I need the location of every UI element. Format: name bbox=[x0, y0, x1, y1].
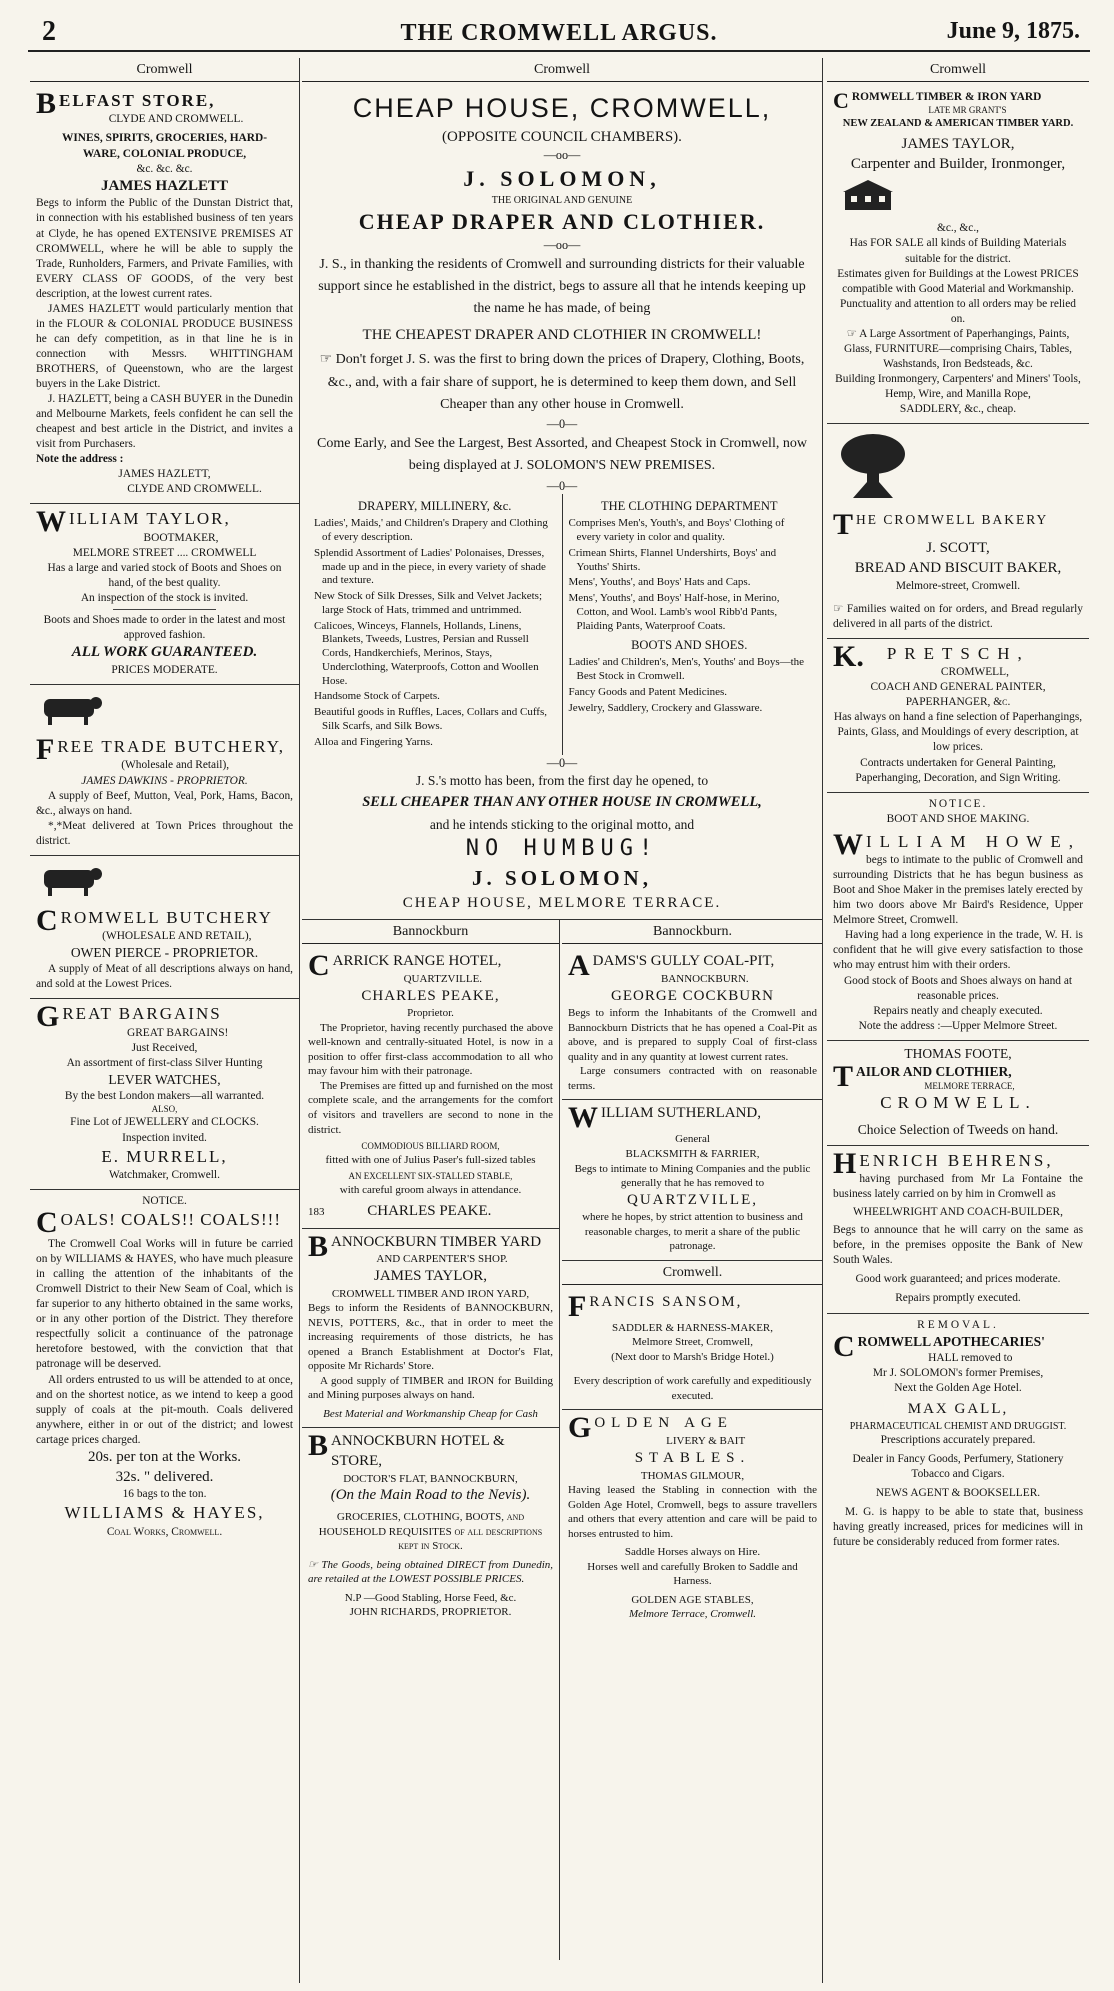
ad-paragraph: An inspection of the stock is invited. bbox=[80, 591, 249, 604]
ad-line: Just Received, bbox=[131, 1041, 198, 1054]
section-header: Cromwell. bbox=[562, 1261, 823, 1285]
column-header: Cromwell bbox=[302, 58, 822, 82]
ad-carrick-range-hotel bbox=[302, 948, 559, 1228]
ad-name: JAMES TAYLOR, bbox=[901, 135, 1015, 152]
ad-subtitle: SADDLER & HARNESS-MAKER, bbox=[611, 1321, 774, 1334]
ad-free-trade-butchery bbox=[30, 685, 299, 856]
dept-heading: BOOTS AND SHOES. bbox=[631, 638, 748, 653]
ad-address: CLYDE AND CROMWELL. bbox=[127, 483, 262, 496]
ad-line: Saddle Horses always on Hire. bbox=[624, 1546, 761, 1559]
drop-cap: W bbox=[568, 1101, 598, 1135]
ad-role: Proprietor. bbox=[407, 1007, 454, 1020]
motto-line: J. S.'s motto has been, from the first day he opened, to bbox=[415, 773, 709, 788]
ad-name: J. SCOTT, bbox=[926, 540, 990, 557]
ad-title: DAMS'S GULLY COAL-PIT, bbox=[592, 953, 775, 970]
ad-signature: JOHN RICHARDS, PROPRIETOR. bbox=[349, 1606, 512, 1619]
drop-cap: G bbox=[568, 1411, 592, 1445]
dept-item: Mens', Youths', and Boys' Half-hose, in Merino, Cotton, and Wool. Lamb's wool Ribb'd Pants, Plaiding Pants, Waterproof Coats. bbox=[568, 592, 780, 632]
section-header: Bannockburn. bbox=[562, 920, 823, 944]
ad-paragraph: Punctuality and attention to all orders may be relied on. bbox=[840, 297, 1076, 325]
ad-bannockburn-timber-yard bbox=[302, 1229, 559, 1429]
ad-address: CHEAP HOUSE, MELMORE TERRACE. bbox=[402, 894, 722, 911]
ad-subtitle: STABLES. bbox=[634, 1449, 751, 1466]
dept-item: Jewelry, Saddlery, Crockery and Glassware. bbox=[568, 701, 763, 714]
removal-heading: REMOVAL. bbox=[917, 1318, 999, 1331]
ad-line: Mr J. SOLOMON's former Premises, bbox=[872, 1366, 1044, 1379]
ad-street: Melmore-street, Cromwell. bbox=[895, 579, 1021, 592]
ad-line: LEVER WATCHES, bbox=[108, 1071, 221, 1087]
ad-paragraph: A supply of Meat of all descriptions always on hand, and sold at the Lowest Prices. bbox=[36, 963, 293, 991]
ad-road: (On the Main Road to the Nevis). bbox=[330, 1487, 531, 1504]
column-middle bbox=[302, 58, 823, 1983]
ad-signature: CHARLES PEAKE. bbox=[367, 1202, 492, 1219]
ad-town: CROMWELL. bbox=[880, 1093, 1036, 1113]
ad-title: ILLIAM HOWE, bbox=[866, 831, 1081, 851]
ad-title: ELFAST STORE, bbox=[59, 91, 216, 110]
ad-golden-age-stables bbox=[562, 1410, 823, 1627]
ad-prices: PRICES MODERATE. bbox=[111, 663, 218, 676]
column-header: Cromwell bbox=[30, 58, 299, 82]
ad-pretsch bbox=[827, 639, 1089, 793]
ad-paragraph: Good work guaranteed; and prices moderate. bbox=[855, 1273, 1061, 1286]
drop-cap: A bbox=[568, 949, 590, 983]
bannockburn-left bbox=[302, 920, 560, 1960]
page-number: 2 bbox=[42, 16, 56, 47]
motto-line: and he intends sticking to the original motto, and bbox=[429, 817, 695, 833]
ad-paragraph: JAMES HAZLETT would particularly mention that in the FLOUR & COLONIAL PRODUCE BUSINESS he can defy competition, as in that line he is in connection with Messrs. WHITTINGHAM BROTHERS, of Queenstown, who are the largest buyers in the Lake District. bbox=[36, 302, 293, 390]
house-illustration-icon bbox=[833, 178, 903, 212]
dept-item: Mens', Youths', and Boys' Hats and Caps. bbox=[568, 576, 751, 589]
ad-subtitle: DOCTOR'S FLAT, BANNOCKBURN, bbox=[343, 1472, 518, 1485]
dept-items bbox=[569, 656, 811, 715]
ad-paragraph: The Cromwell Coal Works will in future be carried on by WILLIAMS & HAYES, who have much pleasure in calling the attention of the inhabitants of the Cromwell District to their New Seam of Coal, which is far superior to any hitherto obtained in the same works, or in any other portion of the District. They therefore respectfully solicit a continuance of the patronage heretofore bestowed, with the conviction that that patronage will be deserved. bbox=[36, 1238, 293, 1371]
ad-line: Next the Golden Age Hotel. bbox=[894, 1381, 1022, 1394]
ad-coals bbox=[30, 1190, 299, 1546]
ad-line: AN EXCELLENT SIX-STALLED STABLE, bbox=[348, 1171, 513, 1182]
solomon-departments bbox=[308, 494, 816, 755]
dept-items bbox=[569, 517, 811, 633]
ad-line: An assortment of first-class Silver Hunting bbox=[66, 1056, 263, 1069]
ad-address: JAMES HAZLETT, bbox=[118, 468, 211, 481]
ad-line: WINES, SPIRITS, GROCERIES, HARD- bbox=[61, 132, 268, 145]
ad-line: COMMODIOUS BILLIARD ROOM, bbox=[361, 1141, 500, 1152]
ad-signature: GOLDEN AGE STABLES, bbox=[631, 1593, 754, 1606]
ad-bannockburn-hotel bbox=[302, 1428, 559, 1626]
drop-cap: H bbox=[833, 1146, 857, 1180]
newspaper-title: THE CROMWELL ARGUS. bbox=[400, 20, 718, 46]
ox-illustration-icon bbox=[36, 693, 106, 727]
ad-paragraph: Begs to intimate to Mining Companies and the public generally that he has removed to bbox=[574, 1162, 811, 1190]
ad-heading: CHEAP DRAPER AND CLOTHIER. bbox=[358, 209, 766, 235]
ad-title: PRETSCH, bbox=[886, 643, 1030, 663]
ad-paragraph: Has always on hand a fine selection of Paperhangings, Paints, Glass, and Mouldings of every description, at low prices. bbox=[833, 711, 1083, 754]
ad-trade: WHEELWRIGHT AND COACH-BUILDER, bbox=[853, 1206, 1063, 1219]
drop-cap: F bbox=[568, 1289, 587, 1323]
ad-name: THOMAS FOOTE, bbox=[904, 1045, 1012, 1061]
ad-title: AILOR AND CLOTHIER, bbox=[856, 1063, 1012, 1079]
ad-title: ENRICH BEHRENS, bbox=[859, 1150, 1054, 1170]
ad-name: MAX GALL, bbox=[907, 1400, 1009, 1417]
ad-cromwell-butchery bbox=[30, 856, 299, 999]
motto-banner: NO HUMBUG! bbox=[465, 836, 659, 862]
ad-title: REE TRADE BUTCHERY, bbox=[57, 737, 286, 757]
ad-belfast-store bbox=[30, 86, 299, 504]
ad-paragraph: Having leased the Stabling in connection with the Golden Age Hotel, Cromwell, begs to assure travellers and others that every attention and care will be paid to horses entrusted to him. bbox=[568, 1484, 817, 1540]
ad-title: ILLIAM SUTHERLAND, bbox=[601, 1105, 761, 1122]
ad-title: OLDEN AGE bbox=[594, 1415, 733, 1432]
separator: —oo— bbox=[543, 238, 581, 253]
ad-paragraph: All orders entrusted to us will be attended to at once, and on the shortest notice, as we intend to keep a good supply of coals at the pit-mouth. Coals delivered anywhere, either in or out of the district; and lowest cartage prices charged. bbox=[36, 1373, 293, 1446]
ad-title: ANNOCKBURN TIMBER YARD bbox=[331, 1233, 542, 1250]
ad-subtitle: BANNOCKBURN. bbox=[660, 973, 749, 986]
drop-cap: W bbox=[833, 827, 863, 861]
drop-cap: C bbox=[308, 949, 330, 983]
ad-paragraph: Choice Selection of Tweeds on hand. bbox=[857, 1121, 1059, 1137]
ad-paragraph: Begs to inform the Public of the Dunstan District that, in connection with his established business of ten years at Clyde, he has opened EXTENSIVE PREMISES AT CROMWELL, where he will be able to supply the Trade, Runholders, Farmers, and Private Families, with EVERY CLASS OF GOODS, of the very best description, at the lowest current rates. bbox=[36, 197, 293, 300]
ad-subtitle: (OPPOSITE COUNCIL CHAMBERS). bbox=[442, 128, 682, 145]
ad-trade: Carpenter and Builder, Ironmonger, bbox=[850, 155, 1066, 172]
drop-cap: G bbox=[36, 1000, 60, 1034]
ad-proprietor: JAMES DAWKINS - PROPRIETOR. bbox=[81, 774, 248, 787]
ad-banner: THE CHEAPEST DRAPER AND CLOTHIER IN CROMWELL! bbox=[362, 326, 762, 343]
ad-line: Prescriptions accurately prepared. bbox=[880, 1433, 1036, 1446]
ad-paragraph: Come Early, and See the Largest, Best Assorted, and Cheapest Stock in Cromwell, now being displayed at J. SOLOMON'S NEW PREMISES. bbox=[317, 436, 807, 474]
ad-paragraph: Building Ironmongery, Carpenters' and Miners' Tools, Hemp, Wire, and Manilla Rope, bbox=[835, 372, 1081, 400]
ad-paragraph: Begs to inform the Residents of BANNOCKBURN, NEVIS, POTTERS, &c., that in order to meet the increasing requirements of those districts, he has opened a Branch Establishment at Doctor's Flat, opposite Mr Richards' Store. bbox=[308, 1302, 553, 1373]
ad-works: Coal Works, Cromwell. bbox=[106, 1525, 223, 1538]
clothing-department bbox=[563, 494, 817, 755]
ad-line: LATE MR GRANT'S bbox=[928, 105, 1007, 116]
ad-name: GEORGE COCKBURN bbox=[611, 987, 774, 1004]
ad-line: with careful groom always in attendance. bbox=[339, 1184, 522, 1197]
ad-name: E. MURRELL, bbox=[101, 1146, 228, 1166]
ad-note: Note the address : bbox=[36, 453, 124, 466]
ad-next: (Next door to Marsh's Bridge Hotel.) bbox=[611, 1350, 774, 1363]
ad-paragraph: J. HAZLETT, being a CASH BUYER in the Dunedin and Melbourne Markets, feels confident he can sell the cheapest and best article in the District, and invites a visit from Purchasers. bbox=[36, 393, 293, 451]
masthead bbox=[28, 12, 1090, 52]
drop-cap: C bbox=[833, 1329, 855, 1363]
ad-price: 20s. per ton at the Works. bbox=[87, 1448, 242, 1465]
ox-illustration-icon bbox=[36, 864, 106, 898]
ad-trade: PHARMACEUTICAL CHEMIST AND DRUGGIST. bbox=[849, 1420, 1067, 1432]
ad-cromwell-bakery bbox=[827, 424, 1089, 639]
ad-line: &c., &c., bbox=[936, 222, 980, 235]
ad-paragraph: Repairs promptly executed. bbox=[895, 1292, 1021, 1305]
ad-william-taylor bbox=[30, 504, 299, 685]
bannockburn-right bbox=[562, 920, 823, 1960]
ad-subtitle: GREAT BARGAINS! bbox=[126, 1026, 229, 1039]
ad-paragraph: The Premises are fitted up and furnished on the most complete scale, and the arrangements for the comfort of visitors and travellers are second to none in the district. bbox=[308, 1079, 553, 1136]
dept-item: Fancy Goods and Patent Medicines. bbox=[568, 685, 728, 698]
ad-subtitle: CLYDE AND CROMWELL. bbox=[108, 113, 244, 126]
drapery-department bbox=[308, 494, 563, 755]
ad-title: ARRICK RANGE HOTEL, bbox=[332, 953, 502, 970]
ad-subtitle: MELMORE TERRACE, bbox=[924, 1080, 1015, 1091]
ad-trade: PAPERHANGER, &c. bbox=[905, 696, 1011, 709]
ad-subtitle: LIVERY & BAIT bbox=[666, 1435, 746, 1448]
ad-paragraph: Contracts undertaken for General Painting, Paperhanging, Decoration, and Sign Writing. bbox=[855, 756, 1061, 784]
ad-paragraph: GROCERIES, CLOTHING, BOOTS, and HOUSEHOLD REQUISITES of all descriptions kept in Stock. bbox=[318, 1511, 543, 1553]
ad-place: QUARTZVILLE, bbox=[627, 1191, 758, 1208]
ad-paragraph: Large consumers contracted with on reasonable terms. bbox=[568, 1065, 817, 1092]
ad-paragraph: *,*Meat delivered at Town Prices throughout the district. bbox=[36, 819, 293, 847]
ad-paragraph: M. G. is happy to be able to state that, business having greatly increased, prices for medicines will in future be considerably reduced from former rates. bbox=[833, 1505, 1083, 1549]
ad-signature: WILLIAMS & HAYES, bbox=[64, 1503, 265, 1523]
ad-line: Inspection invited. bbox=[122, 1131, 207, 1144]
ad-name: J. SOLOMON, bbox=[463, 165, 661, 191]
notice-subheading: BOOT AND SHOE MAKING. bbox=[886, 812, 1030, 825]
dept-items bbox=[314, 517, 556, 749]
ad-paragraph: Every description of work carefully and expeditiously executed. bbox=[573, 1375, 812, 1402]
wheatsheaf-illustration-icon bbox=[833, 432, 913, 502]
ad-william-sutherland bbox=[562, 1100, 823, 1260]
ad-line: NEWS AGENT & BOOKSELLER. bbox=[875, 1486, 1041, 1499]
ad-subtitle: QUARTZVILLE. bbox=[403, 973, 483, 986]
drop-cap: C bbox=[36, 1206, 58, 1240]
ad-line: Fine Lot of JEWELLERY and CLOCKS. bbox=[70, 1116, 259, 1129]
dept-item: Calicoes, Winceys, Flannels, Hollands, Linens, Blankets, Tweeds, Lustres, Persian and Russell Cords, Handkerchiefs, Merinos, Stays, Underclothing, Waterproofs, Cotton and Woollen Hose. bbox=[314, 619, 539, 687]
ad-paragraph: Repairs neatly and cheaply executed. bbox=[873, 1004, 1043, 1017]
ad-address: Melmore Terrace, Cromwell. bbox=[628, 1608, 757, 1621]
ad-name: JAMES TAYLOR, bbox=[374, 1267, 487, 1284]
ad-proprietor: OWEN PIERCE - PROPRIETOR. bbox=[70, 945, 259, 961]
middle-lower-section bbox=[302, 920, 822, 1960]
drop-cap: B bbox=[36, 87, 57, 120]
ad-title: ROMWELL TIMBER & IRON YARD bbox=[851, 91, 1042, 103]
dept-item: Crimean Shirts, Flannel Undershirts, Boys' and Youths' Shirts. bbox=[568, 546, 777, 573]
ad-paragraph: ☞ A Large Assortment of Paperhangings, Paints, Glass, FURNITURE—comprising Chairs, Tables, Washstands, Iron Bedsteads, &c. bbox=[843, 327, 1073, 370]
ad-title: ROMWELL APOTHECARIES' bbox=[857, 1333, 1045, 1349]
dept-item: Ladies', Maids,' and Children's Drapery and Clothing of every description. bbox=[314, 517, 548, 544]
ad-apothecaries-hall bbox=[827, 1314, 1089, 1557]
ad-paragraph: A good supply of TIMBER and IRON for Building and Mining purposes always on hand. bbox=[308, 1374, 553, 1402]
ad-title: REAT BARGAINS bbox=[62, 1004, 222, 1024]
ad-trade: BLACKSMITH & FARRIER, bbox=[625, 1148, 760, 1160]
ad-thomas-foote bbox=[827, 1041, 1089, 1146]
column-left bbox=[30, 58, 300, 1983]
ad-name: CHARLES PEAKE, bbox=[361, 987, 500, 1004]
ad-paragraph: Has a large and varied stock of Boots and Shoes on hand, of the best quality. bbox=[47, 561, 282, 589]
ad-price: 32s. " delivered. bbox=[115, 1468, 214, 1485]
drop-cap: F bbox=[36, 733, 55, 767]
ad-adams-gully bbox=[562, 948, 823, 1100]
drop-cap: C bbox=[833, 88, 849, 113]
ad-line: &c. &c. &c. bbox=[136, 162, 193, 175]
ad-trade: BREAD AND BISCUIT BAKER, bbox=[854, 559, 1062, 576]
ad-trade: Watchmaker, Cromwell. bbox=[109, 1169, 220, 1182]
ad-subtitle: AND CARPENTER'S SHOP. bbox=[376, 1253, 508, 1266]
ad-william-howe bbox=[827, 793, 1089, 1041]
ad-cheap-house-solomon bbox=[302, 86, 822, 920]
ad-paragraph: ☞ Families waited on for orders, and Bread regularly delivered in all parts of the district. bbox=[833, 602, 1083, 630]
notice-heading: NOTICE. bbox=[928, 797, 988, 810]
column-right bbox=[827, 58, 1089, 1983]
ad-line: SADDLERY, &c., cheap. bbox=[899, 402, 1017, 415]
ad-paragraph: where he hopes, by strict attention to business and reasonable charges, to merit a share of the public patronage. bbox=[582, 1211, 803, 1253]
ad-paragraph: Begs to inform the Inhabitants of the Cromwell and Bannockburn Districts that he has opened a Coal-Pit as above, and is prepared to supply Coal of first-class quality and in any quantity at lowest current rates. bbox=[568, 1007, 817, 1063]
ad-street: Melmore Street, Cromwell, bbox=[632, 1336, 753, 1349]
ad-paragraph: Begs to announce that he will carry on the same as before, in the premises opposite the Bank of New South Wales. bbox=[833, 1224, 1083, 1267]
ad-paragraph: Estimates given for Buildings at the Lowest PRICES compatible with Good Material and Workmanship. bbox=[837, 267, 1079, 295]
ad-title: OALS! COALS!! COALS!!! bbox=[60, 1210, 281, 1230]
dept-item: Handsome Stock of Carpets. bbox=[314, 690, 440, 703]
ad-line: fitted with one of Julius Paser's full-sized tables bbox=[325, 1153, 536, 1166]
ad-paragraph: Note the address :—Upper Melmore Street. bbox=[858, 1019, 1058, 1032]
dept-heading: THE CLOTHING DEPARTMENT bbox=[600, 499, 778, 514]
ad-title: ILLIAM TAYLOR, bbox=[69, 509, 231, 529]
drop-cap: B bbox=[308, 1229, 329, 1263]
ad-subtitle: (WHOLESALE AND RETAIL), bbox=[102, 930, 252, 943]
dept-item: Alloa and Fingering Yarns. bbox=[314, 735, 433, 748]
ad-title: ANNOCKBURN HOTEL & STORE, bbox=[331, 1433, 505, 1470]
ad-cromwell-timber-yard bbox=[827, 86, 1089, 424]
ad-title: ROMWELL BUTCHERY bbox=[60, 907, 273, 927]
ad-line: HALL removed to bbox=[928, 1351, 1013, 1364]
ad-line: WARE, COLONIAL PRODUCE, bbox=[82, 147, 247, 160]
separator: —0— bbox=[546, 417, 578, 432]
dept-item: Beautiful goods in Ruffles, Laces, Collars and Cuffs, Silk Scarfs, and Silk Bows. bbox=[314, 706, 548, 732]
dept-item: New Stock of Silk Dresses, Silk and Velvet Jackets; large Stock of Hats, trimmed and untrimmed. bbox=[314, 590, 543, 616]
ad-paragraph: Good stock of Boots and Shoes always on hand at reasonable prices. bbox=[843, 974, 1073, 1002]
drop-cap: T bbox=[833, 1059, 854, 1093]
ad-nb: N.P —Good Stabling, Horse Feed, &c. bbox=[344, 1591, 517, 1604]
ad-paragraph: ☞ Don't forget J. S. was the first to bring down the prices of Drapery, Clothing, Boots, &c., and, with a fair share of support, he is determined to keep them down, and Sell Cheaper than any other house in Cromwell. bbox=[319, 352, 805, 413]
ad-paragraph: A supply of Beef, Mutton, Veal, Pork, Hams, Bacon, &c., always on hand. bbox=[36, 789, 293, 817]
ad-paragraph: begs to intimate to the public of Cromwell and surrounding Districts that he has begun business as Boot and Shoe Maker in the premises lately erected by him two doors above Mr Baird's Residence, Upper Melmore Street, Cromwell. bbox=[833, 854, 1083, 927]
ad-name: THOMAS GILMOUR, bbox=[640, 1469, 745, 1482]
separator: —0— bbox=[546, 756, 578, 771]
ad-paragraph: Having had a long experience in the trade, W. H. is confident that he will give every satisfaction to those who may entrust him with their orders. bbox=[833, 929, 1083, 972]
ad-line: NEW ZEALAND & AMERICAN TIMBER YARD. bbox=[842, 117, 1074, 129]
ad-motto: Best Material and Workmanship Cheap for Cash bbox=[323, 1407, 538, 1420]
ad-paragraph: J. S., in thanking the residents of Cromwell and surrounding districts for their valuable support since he established in the district, begs to assure all that he intends keeping up the name he has made, of being bbox=[318, 256, 806, 317]
ad-paragraph: Has FOR SALE all kinds of Building Materials suitable for the district. bbox=[849, 237, 1067, 265]
separator: —0— bbox=[546, 478, 578, 493]
drop-cap: K. bbox=[833, 639, 864, 673]
ad-subtitle: General bbox=[675, 1133, 710, 1146]
ad-paragraph: having purchased from Mr La Fontaine the business lately carried on by him in Cromwell as bbox=[833, 1173, 1083, 1201]
motto-line: SELL CHEAPER THAN ANY OTHER HOUSE IN CROMWELL, bbox=[362, 794, 762, 811]
section-header: Bannockburn bbox=[302, 920, 559, 944]
ad-address: CROMWELL TIMBER AND IRON YARD, bbox=[331, 1287, 530, 1300]
drop-cap: C bbox=[36, 903, 58, 937]
ad-title: RANCIS SANSOM, bbox=[589, 1293, 743, 1310]
dept-item: Comprises Men's, Youth's, and Boys' Clothing of every variety in color and quality. bbox=[568, 517, 785, 544]
issue-date: June 9, 1875. bbox=[946, 18, 1080, 44]
ad-number: 183 bbox=[308, 1205, 325, 1218]
ad-paragraph: ☞ The Goods, being obtained DIRECT from Dunedin, are retailed at the LOWEST POSSIBLE PRICES. bbox=[308, 1558, 553, 1586]
drop-cap: T bbox=[833, 508, 854, 542]
notice-heading: NOTICE. bbox=[142, 1195, 187, 1208]
ad-paragraph: The Proprietor, having recently purchased the above well-known and centrally-situated Hotel, is now in a position to offer first-class accommodation to all who may favour him with their patronage. bbox=[308, 1021, 553, 1078]
dept-item: Ladies' and Children's, Men's, Youths' and Boys—the Best Stock in Cromwell. bbox=[568, 656, 805, 683]
ad-line: Dealer in Fancy Goods, Perfumery, Stationery Tobacco and Cigars. bbox=[852, 1452, 1064, 1480]
dept-heading: DRAPERY, MILLINERY, &c. bbox=[358, 499, 512, 514]
column-header: Cromwell bbox=[827, 58, 1089, 82]
ad-great-bargains bbox=[30, 999, 299, 1190]
ad-henrich-behrens bbox=[827, 1146, 1089, 1314]
ad-line: ALSO, bbox=[151, 1103, 178, 1114]
ad-name: JAMES HAZLETT bbox=[100, 177, 229, 194]
ad-street: MELMORE STREET .... CROMWELL bbox=[72, 546, 257, 559]
drop-cap: B bbox=[308, 1429, 329, 1463]
drop-cap: W bbox=[36, 505, 66, 539]
ad-title: CHEAP HOUSE, CROMWELL, bbox=[352, 93, 772, 123]
ad-line: Horses well and carefully Broken to Saddle and Harness. bbox=[587, 1560, 798, 1588]
ad-subtitle: (Wholesale and Retail), bbox=[121, 759, 230, 772]
ad-line: By the best London makers—all warranted. bbox=[64, 1089, 265, 1102]
ad-price: 16 bags to the ton. bbox=[122, 1488, 207, 1501]
ad-town: CROMWELL, bbox=[940, 666, 1009, 679]
ad-line: THE ORIGINAL AND GENUINE bbox=[491, 194, 633, 206]
ad-signature: J. SOLOMON, bbox=[472, 866, 652, 891]
ad-title: HE CROMWELL BAKERY bbox=[856, 512, 1049, 528]
dept-item: Splendid Assortment of Ladies' Polonaises, Dresses, made up and in the piece, in every variety of shade and texture. bbox=[314, 546, 546, 587]
ad-paragraph: Boots and Shoes made to order in the latest and most approved fashion. bbox=[43, 614, 286, 642]
ad-trade: COACH AND GENERAL PAINTER, bbox=[870, 681, 1046, 694]
ad-guarantee: ALL WORK GUARANTEED. bbox=[71, 644, 258, 661]
ad-francis-sansom bbox=[562, 1289, 823, 1411]
ad-subtitle: BOOTMAKER, bbox=[143, 531, 219, 544]
separator: —oo— bbox=[543, 148, 581, 163]
